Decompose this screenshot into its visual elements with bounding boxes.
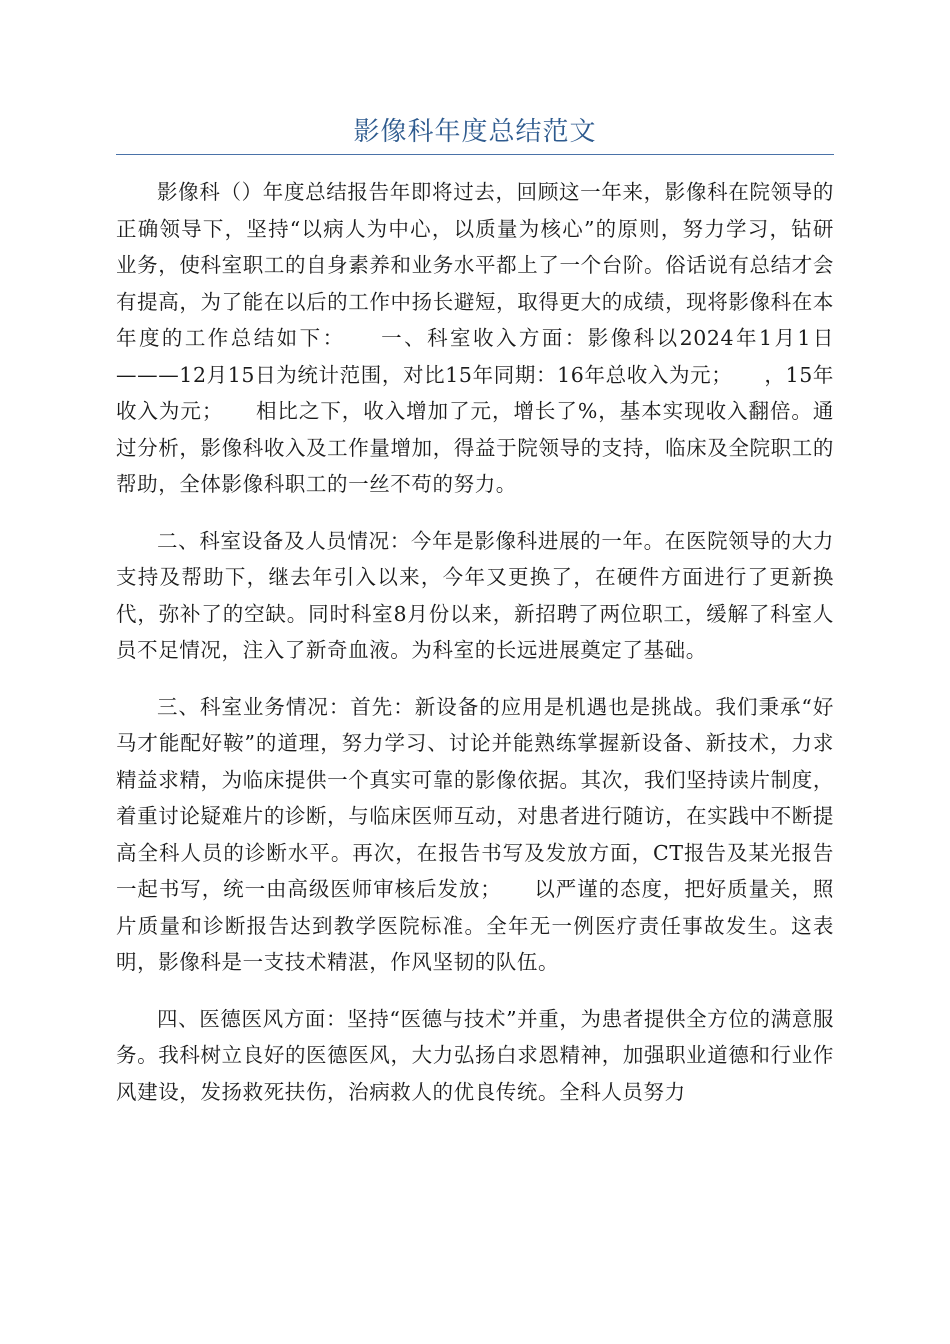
paragraph-business: 三、科室业务情况：首先：新设备的应用是机遇也是挑战。我们秉承“好马才能配好鞍”的道理，努力学习、讨论并能熟练掌握新设备、新技术，力求精益求精，为临床提供一个真实可靠的影像依据。其次，我们坚持读片制度，着重讨论疑难片的诊断，与临床医师互动，对患者进行随访，在实践中不断提高全科人员的诊断水平。再次，在报告书写及发放方面，CT报告及某光报告一起书写，统一由高级医师审核后发放； 以严谨的态度，把好质量关，照片质量和诊断报告达到教学医院标准。全年无一例医疗责任事故发生。这表明，影像科是一支技术精湛，作风坚韧的队伍。 <box>116 694 834 974</box>
document-title: 影像科年度总结范文 <box>353 117 597 147</box>
title-underline <box>116 154 834 155</box>
paragraph-ethics: 四、医德医风方面：坚持“医德与技术”并重，为患者提供全方位的满意服务。我科树立良好的医德医风，大力弘扬白求恩精神，加强职业道德和行业作风建设，发扬救死扶伤，治病救人的优良传统。全科人员努力 <box>116 1006 834 1104</box>
document-body <box>116 174 834 1130</box>
paragraph-equipment-staff: 二、科室设备及人员情况：今年是影像科进展的一年。在医院领导的大力支持及帮助下，继去年引入以来，今年又更换了，在硬件方面进行了更新换代，弥补了的空缺。同时科室8月份以来，新招聘了两位职工，缓解了科室人员不足情况，注入了新奇血液。为科室的长远进展奠定了基础。 <box>116 528 834 662</box>
paragraph-intro-and-income: 影像科（）年度总结报告年即将过去，回顾这一年来，影像科在院领导的正确领导下，坚持“以病人为中心，以质量为核心”的原则，努力学习，钻研业务，使科室职工的自身素养和业务水平都上了一个台阶。俗话说有总结才会有提高，为了能在以后的工作中扬长避短，取得更大的成绩，现将影像科在本年度的工作总结如下： 一、科室收入方面：影像科以2024年1月1日———12月15日为统计范围，对比15年同期：16年总收入为元； ，15年收入为元； 相比之下，收入增加了元，增长了%，基本实现收入翻倍。通过分析，影像科收入及工作量增加，得益于院领导的支持，临床及全院职工的帮助，全体影像科职工的一丝不苟的努力。 <box>116 180 834 496</box>
